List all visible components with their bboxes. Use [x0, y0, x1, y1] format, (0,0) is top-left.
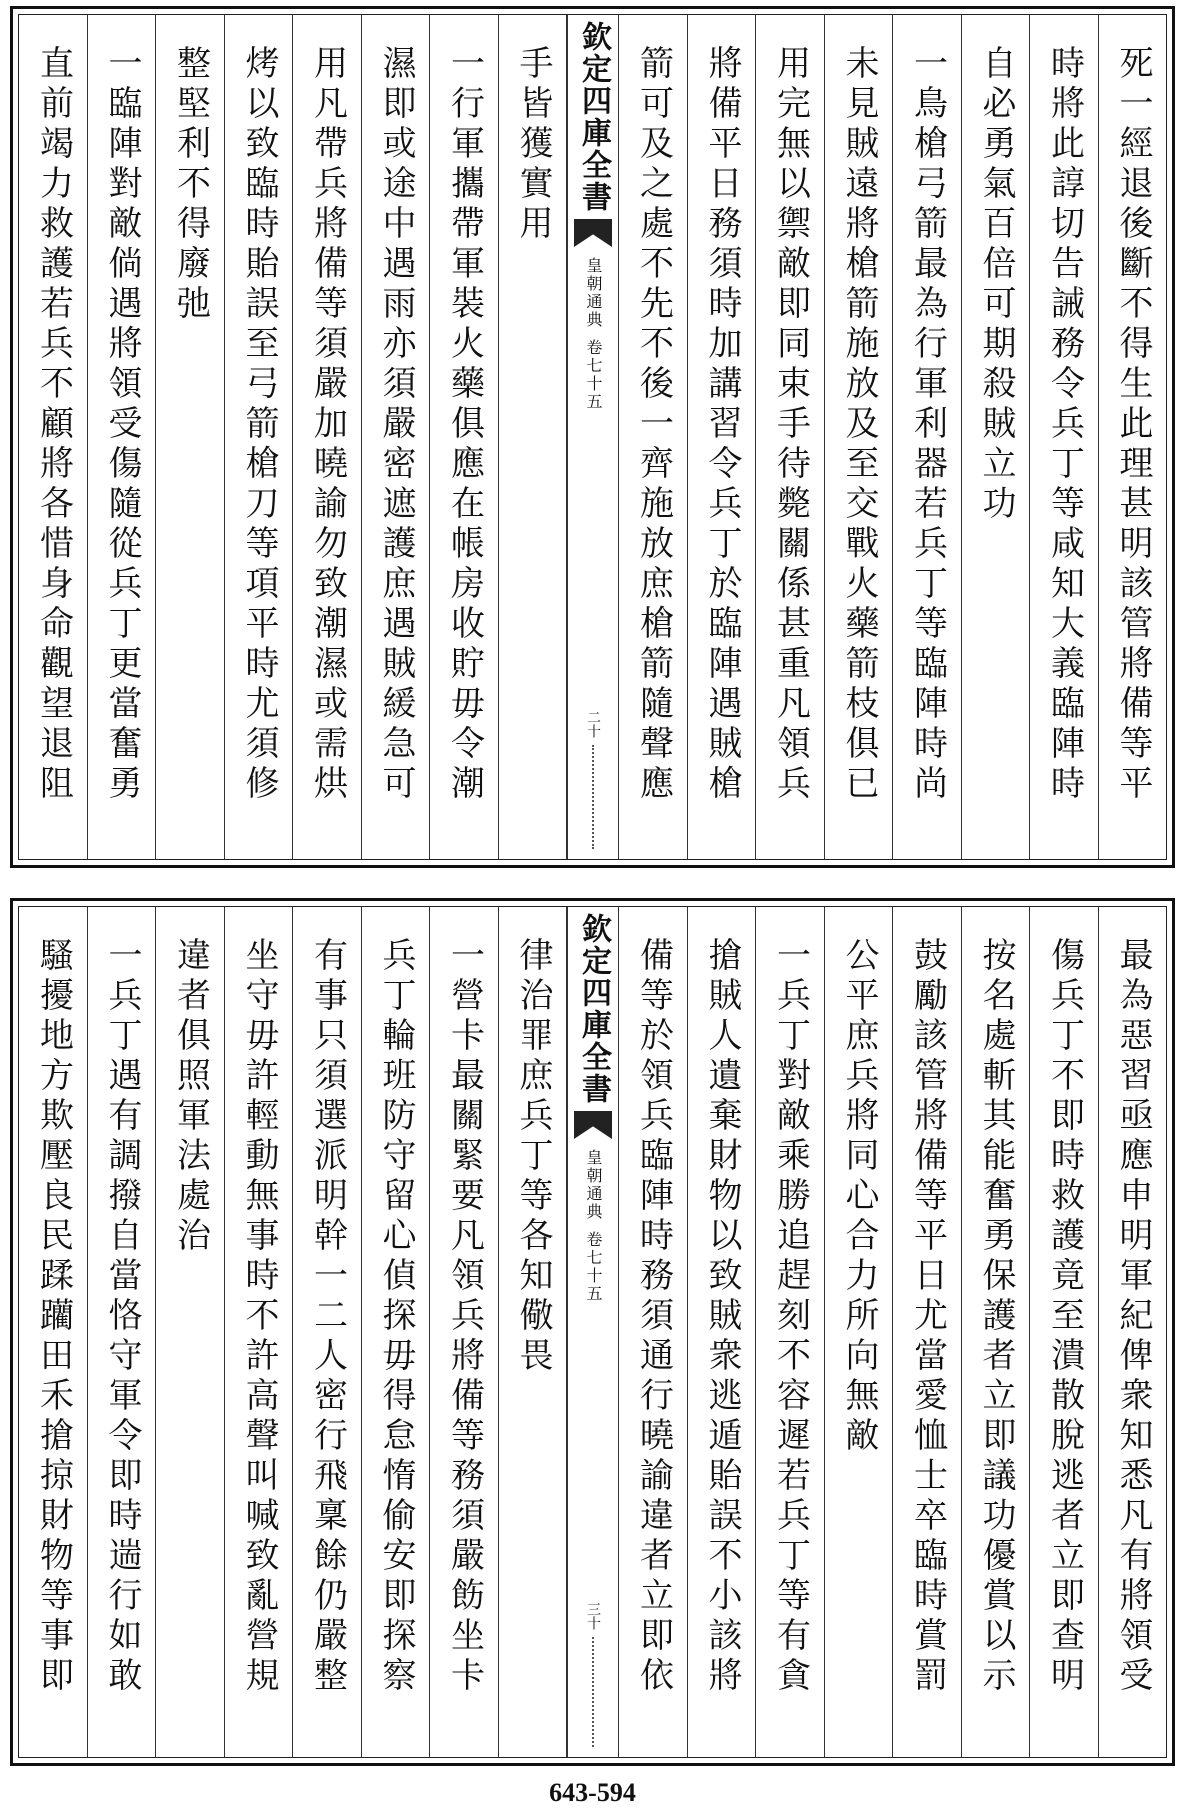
text-column: 一兵丁對敵乘勝追趕刻不容遲若兵丁等有貪: [756, 907, 825, 1757]
bottom-page: [10, 898, 1175, 1766]
text-column: 直前竭力救護若兵不顧將各惜身命觀望退阻: [19, 15, 88, 859]
page-number: 三十: [585, 1602, 601, 1630]
text-column: 濕即或途中遇雨亦須嚴密遮護庶遇賊緩急可: [362, 15, 431, 859]
text-column: 按名處斬其能奮勇保護者立即議功優賞以示: [962, 907, 1031, 1757]
text-column: 坐守毋許輕動無事時不許高聲叫喊致亂營規: [225, 907, 294, 1757]
fish-tail-mark-icon: [574, 1111, 612, 1139]
book-title: 欽定四庫全書: [576, 21, 611, 213]
bottom-page-text-block: [18, 906, 1167, 1758]
text-column: 用凡帶兵將備等須嚴加曉諭勿致潮濕或需烘: [293, 15, 362, 859]
text-column: 鼓勵該管將備等平日尤當愛恤士卒臨時賞罰: [893, 907, 962, 1757]
volume-label: 卷七十五: [584, 1231, 603, 1303]
source-title: 皇朝通典: [584, 257, 603, 329]
text-column: 公平庶兵將同心合力所向無敵: [825, 907, 894, 1757]
fish-tail-mark-icon: [574, 219, 612, 247]
text-column: 一營卡最關緊要凡領兵將備等務須嚴飭坐卡: [430, 907, 499, 1757]
top-page-text-block: [18, 14, 1167, 860]
text-column: 兵丁輪班防守留心偵探毋得怠惰偷安即探察: [362, 907, 431, 1757]
fold-dotted-line: [592, 745, 594, 849]
book-title: 欽定四庫全書: [576, 913, 611, 1105]
text-column: 時將此諄切告誡務令兵丁等咸知大義臨陣時: [1030, 15, 1099, 859]
text-column: 搶賊人遺棄財物以致賊衆逃遁貽誤不小該將: [688, 907, 757, 1757]
text-column: 有事只須選派明幹一二人密行飛稟餘仍嚴整: [293, 907, 362, 1757]
text-column: 傷兵丁不即時救護竟至潰散脫逃者立即查明: [1030, 907, 1099, 1757]
text-column: 未見賊遠將槍箭施放及至交戰火藥箭枝俱已: [825, 15, 894, 859]
text-column: 自必勇氣百倍可期殺賊立功: [962, 15, 1031, 859]
text-column: 一行軍攜帶軍裝火藥俱應在帳房收貯毋令潮: [430, 15, 499, 859]
text-column: 整堅利不得廢弛: [156, 15, 225, 859]
fold-dotted-line: [592, 1637, 594, 1747]
page-number: 二十: [585, 710, 601, 738]
text-column: 將備平日務須時加講習令兵丁於臨陣遇賊槍: [688, 15, 757, 859]
text-column: 手皆獲實用: [499, 15, 568, 859]
text-column: 烤以致臨時貽誤至弓箭槍刀等項平時尤須修: [225, 15, 294, 859]
text-column: 用完無以禦敵即同束手待斃關係甚重凡領兵: [756, 15, 825, 859]
text-column: 騷擾地方欺壓良民蹂躪田禾搶掠財物等事即: [19, 907, 88, 1757]
text-column: 備等於領兵臨陣時務須通行曉諭違者立即依: [619, 907, 688, 1757]
text-column: 最為惡習亟應申明軍紀俾衆知悉凡有將領受: [1113, 937, 1153, 1697]
text-column: 一臨陣對敵倘遇將領受傷隨從兵丁更當奮勇: [88, 15, 157, 859]
text-column: 違者俱照軍法處治: [156, 907, 225, 1757]
volume-label: 卷七十五: [584, 339, 603, 411]
text-column: 一兵丁遇有調撥自當恪守軍令即時遄行如敢: [88, 907, 157, 1757]
text-column: 箭可及之處不先不後一齊施放庶槍箭隨聲應: [619, 15, 688, 859]
center-fold-margin: [567, 15, 619, 859]
footer-page-code: 643-594: [549, 1778, 636, 1807]
text-column: 死一經退後斷不得生此理甚明該管將備等平: [1113, 45, 1153, 805]
text-column: 律治罪庶兵丁等各知儆畏: [499, 907, 568, 1757]
top-page: [10, 6, 1175, 868]
source-title: 皇朝通典: [584, 1149, 603, 1221]
center-fold-margin: [567, 907, 619, 1757]
text-column: 一鳥槍弓箭最為行軍利器若兵丁等臨陣時尚: [893, 15, 962, 859]
